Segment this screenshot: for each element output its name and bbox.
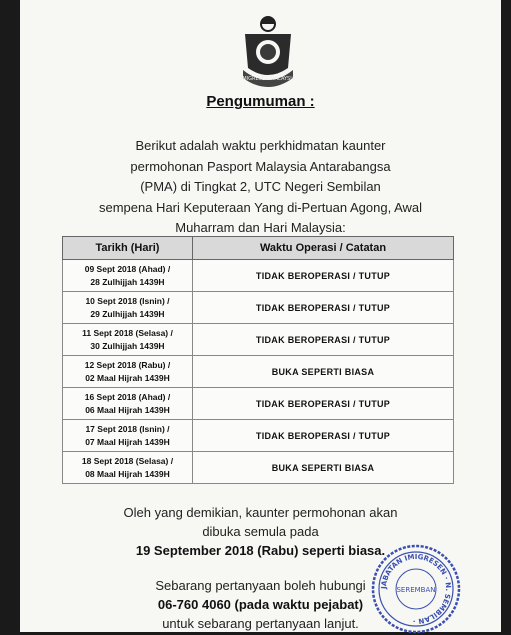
column-header-status: Waktu Operasi / Catatan xyxy=(193,237,454,260)
table-row xyxy=(63,420,454,452)
status-cell: TIDAK BEROPERASI / TUTUP xyxy=(193,260,454,292)
intro-line: (PMA) di Tingkat 2, UTC Negeri Sembilan xyxy=(140,179,381,194)
intro-line: Berikut adalah waktu perkhidmatan kaunter xyxy=(135,138,386,153)
status-cell: TIDAK BEROPERASI / TUTUP xyxy=(193,388,454,420)
phone-number: 06-760 4060 (pada waktu pejabat) xyxy=(157,597,364,612)
status-cell: BUKA SEPERTI BIASA xyxy=(193,452,454,484)
table-row xyxy=(63,260,454,292)
date-cell: 17 Sept 2018 (Isnin) / 07 Maal Hijrah 1439H xyxy=(63,420,193,452)
immigration-crest-icon xyxy=(233,12,303,92)
table-row xyxy=(63,452,454,484)
reopen-date: 19 September 2018 (Rabu) seperti biasa. xyxy=(135,543,386,558)
svg-text:JABATAN IMIGRESEN · N. SEMBILA: JABATAN IMIGRESEN · N. SEMBILAN · xyxy=(379,552,453,626)
schedule-table xyxy=(62,236,454,484)
date-cell: 16 Sept 2018 (Ahad) / 06 Maal Hijrah 1439H xyxy=(63,388,193,420)
date-cell: 11 Sept 2018 (Selasa) / 30 Zulhijjah 1439H xyxy=(63,324,193,356)
svg-text:SEREMBAN: SEREMBAN xyxy=(396,586,436,594)
closing-line: Oleh yang demikian, kaunter permohonan akan xyxy=(123,505,398,520)
contact-line: Sebarang pertanyaan boleh hubungi xyxy=(155,578,366,593)
table-header-row xyxy=(63,237,454,260)
contact-line: untuk sebarang pertanyaan lanjut. xyxy=(162,616,359,631)
status-cell: BUKA SEPERTI BIASA xyxy=(193,356,454,388)
notice-paper xyxy=(20,0,501,632)
svg-text:IMIGRESEN MALAYSIA: IMIGRESEN MALAYSIA xyxy=(240,76,296,82)
closing-line: dibuka semula pada xyxy=(202,524,319,539)
date-cell: 09 Sept 2018 (Ahad) / 28 Zulhijjah 1439H xyxy=(63,260,193,292)
intro-line: Muharram dan Hari Malaysia: xyxy=(175,220,346,235)
date-cell: 12 Sept 2018 (Rabu) / 02 Maal Hijrah 1439H xyxy=(63,356,193,388)
page-title: Pengumuman : xyxy=(206,93,315,110)
table-row xyxy=(63,324,454,356)
intro-line: sempena Hari Keputeraan Yang di-Pertuan Agong, Awal xyxy=(98,199,423,215)
date-cell: 10 Sept 2018 (Isnin) / 29 Zulhijjah 1439H xyxy=(63,292,193,324)
column-header-date: Tarikh (Hari) xyxy=(63,237,193,260)
table-row xyxy=(63,292,454,324)
table-row xyxy=(63,356,454,388)
table-row xyxy=(63,388,454,420)
status-cell: TIDAK BEROPERASI / TUTUP xyxy=(193,292,454,324)
intro-line: permohonan Pasport Malaysia Antarabangsa xyxy=(130,158,391,174)
official-stamp-icon xyxy=(370,543,462,635)
intro-paragraph xyxy=(80,136,441,239)
status-cell: TIDAK BEROPERASI / TUTUP xyxy=(193,420,454,452)
status-cell: TIDAK BEROPERASI / TUTUP xyxy=(193,324,454,356)
date-cell: 18 Sept 2018 (Selasa) / 08 Maal Hijrah 1439H xyxy=(63,452,193,484)
